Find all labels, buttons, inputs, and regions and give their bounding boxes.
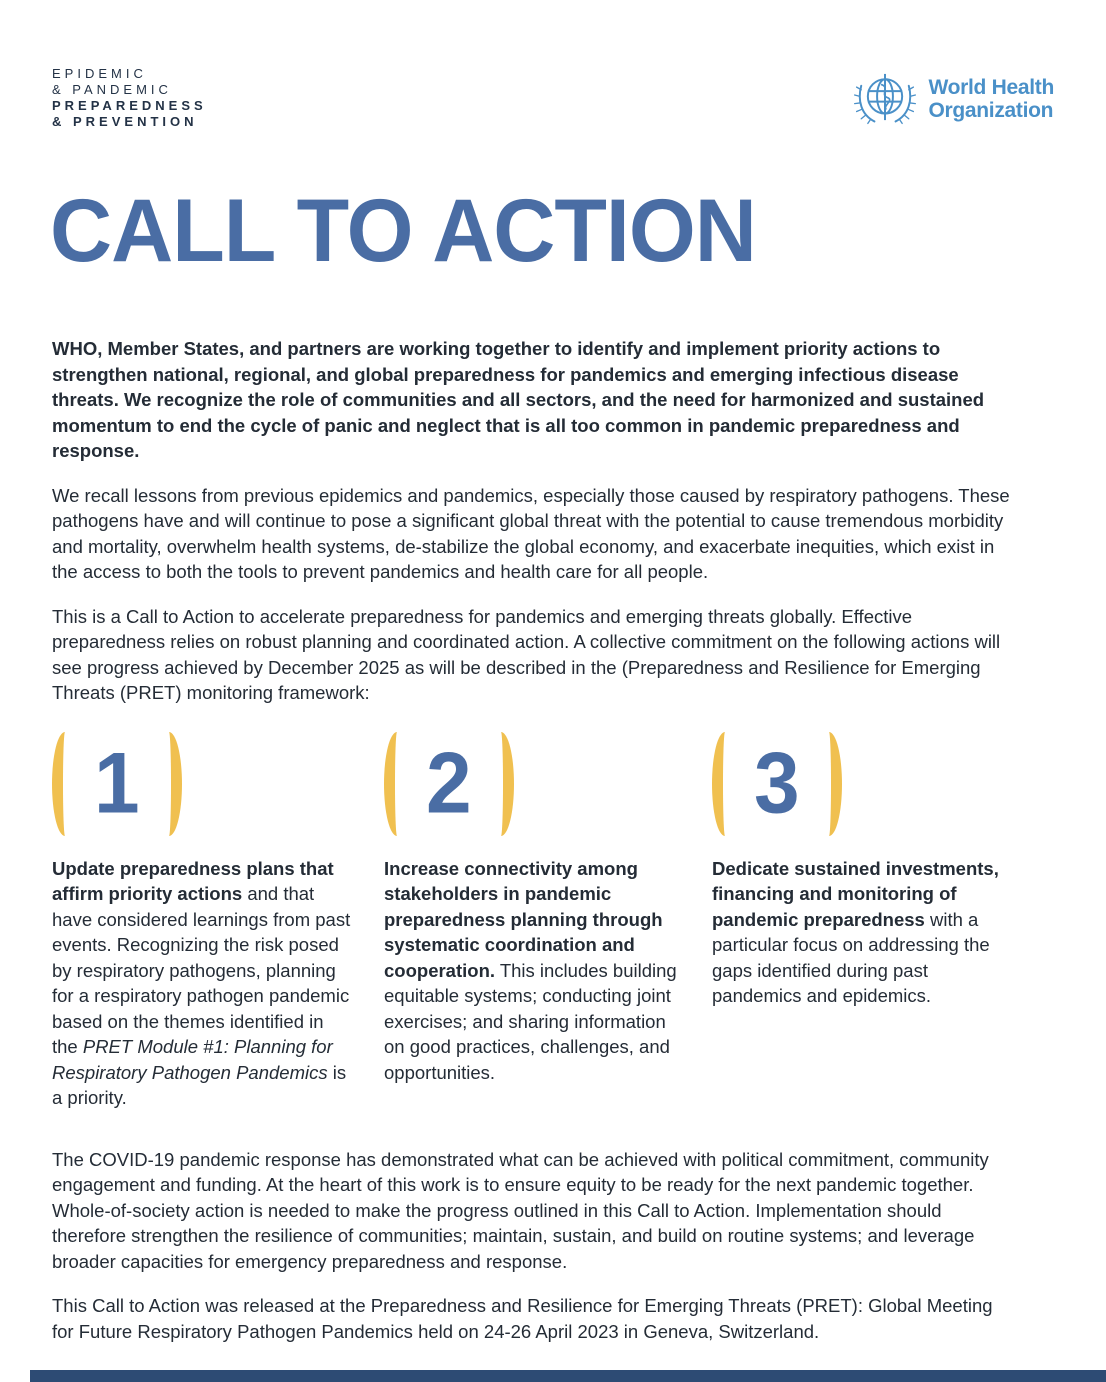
action-1-bold-lead: Update preparedness plans that affirm priority actions	[52, 857, 334, 904]
brand-line: PREPAREDNESS	[52, 98, 207, 113]
who-wordmark-line: World Health	[928, 76, 1054, 99]
covid-paragraph: The COVID-19 pandemic response has demonstrated what can be achieved with political commitment, community engagement and funding. At the heart of this work is to ensure equity to be ready for the next pandemic together. Whole-of-society action is needed to make the progress outlined in this Call to Action. Implementation should therefore strengthen the resilience of communities; maintain, sustain, and build on routine systems; and leverage broader capacities for emergency preparedness and response.	[52, 1148, 989, 1272]
page-title: CALL TO ACTION	[50, 180, 756, 281]
brand-line: & PREVENTION	[52, 114, 198, 129]
brand-line: & PANDEMIC	[52, 82, 172, 97]
action-2	[384, 730, 680, 1111]
action-1-italic-ref: PRET Module #1: Planning for Respiratory Pathogen Pandemics	[52, 1036, 333, 1083]
lessons-paragraph: We recall lessons from previous epidemics and pandemics, especially those caused by respiratory pathogens. These pathogens have and will continue to pose a significant global threat with the potential to cause tremendous morbidity and mortality, overwhelm health systems, de-stabilize the global economy, and exacerbate inequities, which exist in the access to both the tools to prevent pandemics and health care for all people.	[52, 484, 1010, 582]
action-3-body: with a particular focus on addressing the gaps identified during past pandemics and epidemics.	[712, 908, 990, 1006]
action-3	[712, 730, 1012, 1111]
action-3-number: 3	[754, 735, 800, 831]
action-2-number: 2	[426, 735, 472, 831]
action-1	[52, 730, 352, 1111]
call-paragraph: This is a Call to Action to accelerate preparedness for pandemics and emerging threats globally. Effective preparedness relies on robust planning and coordinated action. A collective commitment on the following actions will see progress achieved by December 2025 as will be described in the (Preparedness and Resilience for Emerging Threats (PRET) monitoring framework:	[52, 605, 1001, 703]
action-1-text	[52, 856, 352, 1111]
action-2-text	[384, 856, 680, 1086]
intro-paragraph: WHO, Member States, and partners are working together to identify and implement priority actions to strengthen national, regional, and global preparedness for pandemics and emerging infectious disease threats. We recognize the role of communities and all sectors, and the need for harmonized and sustained momentum to end the cycle of panic and neglect that is all too common in pandemic preparedness and response.	[52, 338, 985, 461]
actions-columns	[52, 730, 1018, 1111]
who-emblem-icon	[852, 66, 918, 132]
epp-brand-logo	[52, 66, 207, 130]
open-paren-icon	[52, 732, 78, 836]
action-3-text	[712, 856, 1012, 1009]
action-2-body: This includes building equitable systems; conducting joint exercises; and sharing information on good practices, challenges, and opportunities.	[384, 959, 677, 1083]
open-paren-icon	[712, 732, 738, 836]
bottom-accent-bar	[30, 1370, 1106, 1382]
who-wordmark-line: Organization	[928, 99, 1054, 122]
action-1-number: 1	[94, 735, 140, 831]
release-paragraph: This Call to Action was released at the Preparedness and Resilience for Emerging Threats (PRET): Global Meeting for Future Respiratory Pathogen Pandemics held on 24-26 April 2023 in Geneva, Switzerland.	[52, 1295, 993, 1342]
action-2-bold-lead: Increase connectivity among stakeholders in pandemic preparedness planning through systematic coordination and cooperation.	[384, 857, 663, 981]
action-1-body-end: is a priority.	[52, 1061, 347, 1108]
close-paren-icon	[488, 732, 514, 836]
action-3-bold-lead: Dedicate sustained investments, financing and monitoring of pandemic preparedness	[712, 857, 999, 930]
brand-line: EPIDEMIC	[52, 66, 147, 81]
action-1-body: and that have considered learnings from past events. Recognizing the risk posed by respiratory pathogens, planning for a respiratory pathogen pandemic based on the themes identified in the	[52, 883, 351, 1057]
close-paren-icon	[816, 732, 842, 836]
action-2-marker	[384, 730, 680, 838]
close-paren-icon	[156, 732, 182, 836]
who-logo	[852, 66, 1054, 132]
body-copy	[52, 336, 1018, 1363]
action-3-marker	[712, 730, 1012, 838]
action-1-marker	[52, 730, 352, 838]
open-paren-icon	[384, 732, 410, 836]
who-wordmark	[928, 76, 1054, 122]
